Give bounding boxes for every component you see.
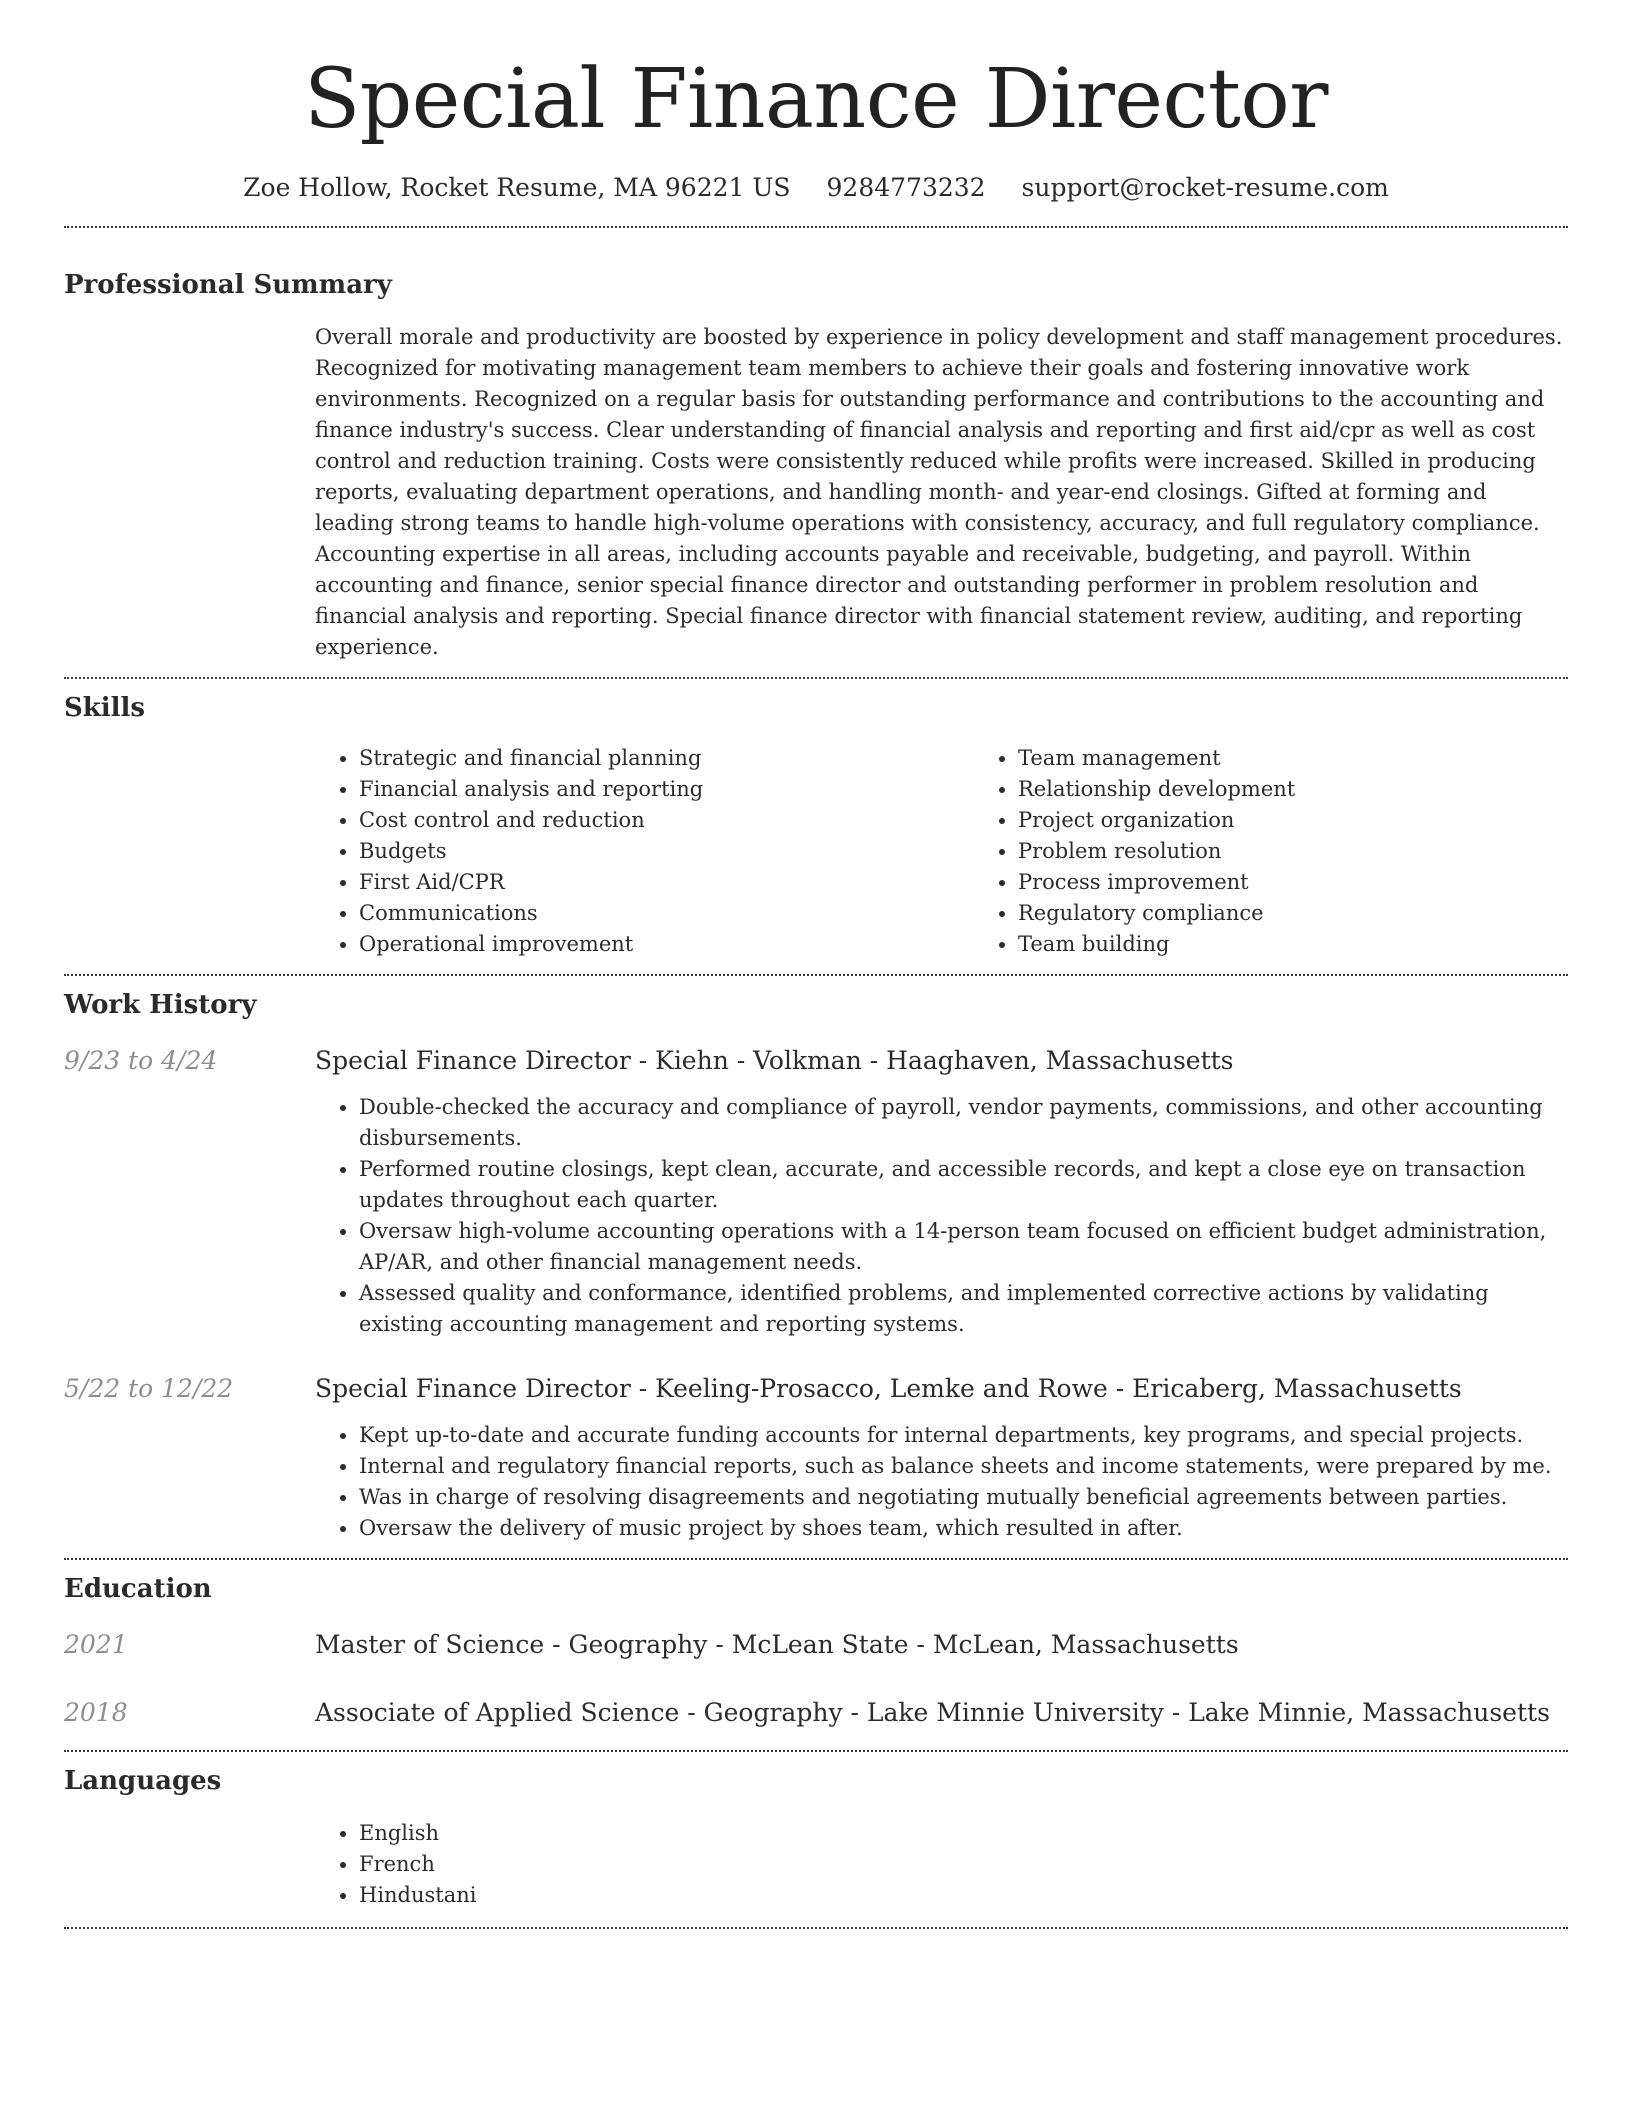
job-details: [315, 1092, 1568, 1340]
skill-item: • Team building: [1018, 929, 1632, 960]
skills-list-left: [315, 743, 974, 960]
job-dates: 9/23 to 4/24: [64, 1046, 218, 1075]
skill-item: • Communications: [359, 898, 974, 929]
job-details: [315, 1420, 1568, 1544]
job-bullet: • Was in charge of resolving disagreements and negotiating mutually beneficial agreements between parties.: [359, 1482, 1568, 1513]
job-header: [64, 1372, 1568, 1406]
languages-heading: Languages: [64, 1766, 222, 1796]
divider: [64, 1558, 1568, 1560]
skill-item: • Process improvement: [1018, 867, 1632, 898]
skill-item: • Operational improvement: [359, 929, 974, 960]
education-degree: Associate of Applied Science - Geography - Lake Minnie University - Lake Minnie, Massachusetts: [315, 1698, 1550, 1727]
summary-text: Overall morale and productivity are boosted by experience in policy development and staff management procedures. Recognized for motivating management team members to achieve their goals and fostering innovative work environments. Recognized on a regular basis for outstanding performance and contributions to the accounting and finance industry's success. Clear understanding of financial analysis and reporting and first aid/cpr as well as cost control and reduction training. Costs were consistently reduced while profits were increased. Skilled in producing reports, evaluating department operations, and handling month- and year-end closings. Gifted at forming and leading strong teams to handle high-volume operations with consistency, accuracy, and full regulatory compliance. Accounting expertise in all areas, including accounts payable and receivable, budgeting, and payroll. Within accounting and finance, senior special finance director and outstanding performer in problem resolution and financial analysis and reporting. Special finance director with financial statement review, auditing, and reporting experience.: [315, 325, 1563, 659]
summary-heading: Professional Summary: [64, 270, 392, 300]
divider: [64, 974, 1568, 976]
language-item: • French: [359, 1849, 1568, 1880]
languages-body: [315, 1818, 1568, 1911]
job-bullet: • Double-checked the accuracy and compliance of payroll, vendor payments, commissions, and other accounting disbursements.: [359, 1092, 1568, 1154]
work-heading: Work History: [64, 990, 257, 1020]
job-title: Special Finance Director - Keeling-Prosacco, Lemke and Rowe - Ericaberg, Massachusetts: [315, 1374, 1462, 1403]
job-bullet: • Kept up-to-date and accurate funding accounts for internal departments, key programs, and special projects.: [359, 1420, 1568, 1451]
language-item: • English: [359, 1818, 1568, 1849]
skill-item: • Relationship development: [1018, 774, 1632, 805]
skill-item: • Team management: [1018, 743, 1632, 774]
education-year: 2018: [64, 1698, 128, 1727]
job-bullet: • Assessed quality and conformance, identified problems, and implemented corrective actions by validating existing accounting management and reporting systems.: [359, 1278, 1568, 1340]
skill-item: • Strategic and financial planning: [359, 743, 974, 774]
divider: [64, 1927, 1568, 1929]
contact-email: support@rocket-resume.com: [1021, 173, 1389, 202]
skills-list-right: [974, 743, 1632, 960]
divider: [64, 226, 1568, 228]
job-bullet: • Performed routine closings, kept clean, accurate, and accessible records, and kept a close eye on transaction updates throughout each quarter.: [359, 1154, 1568, 1216]
skill-item: • Problem resolution: [1018, 836, 1632, 867]
summary-body: [315, 322, 1568, 663]
contact-line: [64, 172, 1568, 204]
language-item: • Hindustani: [359, 1880, 1568, 1911]
job-bullets: [315, 1420, 1568, 1544]
skill-item: • Project organization: [1018, 805, 1632, 836]
skills-heading: Skills: [64, 693, 146, 723]
skill-item: • Financial analysis and reporting: [359, 774, 974, 805]
job-bullet: • Internal and regulatory financial reports, such as balance sheets and income statements, were prepared by me.: [359, 1451, 1568, 1482]
education-degree: Master of Science - Geography - McLean State - McLean, Massachusetts: [315, 1630, 1239, 1659]
education-item: [64, 1696, 1568, 1730]
divider: [64, 677, 1568, 679]
job-bullet: • Oversaw the delivery of music project by shoes team, which resulted in after.: [359, 1513, 1568, 1544]
education-year: 2021: [64, 1630, 128, 1659]
skill-item: • Cost control and reduction: [359, 805, 974, 836]
contact-address: Zoe Hollow, Rocket Resume, MA 96221 US: [243, 173, 791, 202]
education-item: [64, 1628, 1568, 1662]
skill-item: • Budgets: [359, 836, 974, 867]
job-header: [64, 1044, 1568, 1078]
job-bullet: • Oversaw high-volume accounting operations with a 14-person team focused on efficient budget administration, AP/AR, and other financial management needs.: [359, 1216, 1568, 1278]
skill-item: • First Aid/CPR: [359, 867, 974, 898]
skill-item: • Regulatory compliance: [1018, 898, 1632, 929]
languages-list: [315, 1818, 1568, 1911]
divider: [64, 1750, 1568, 1752]
education-heading: Education: [64, 1574, 212, 1604]
resume-page: [64, 0, 1568, 1929]
skills-grid: [315, 743, 1568, 960]
contact-phone: 9284773232: [826, 173, 986, 202]
job-title: Special Finance Director - Kiehn - Volkman - Haaghaven, Massachusetts: [315, 1046, 1234, 1075]
job-dates: 5/22 to 12/22: [64, 1374, 234, 1403]
job-bullets: [315, 1092, 1568, 1340]
page-title: Special Finance Director: [304, 52, 1328, 147]
